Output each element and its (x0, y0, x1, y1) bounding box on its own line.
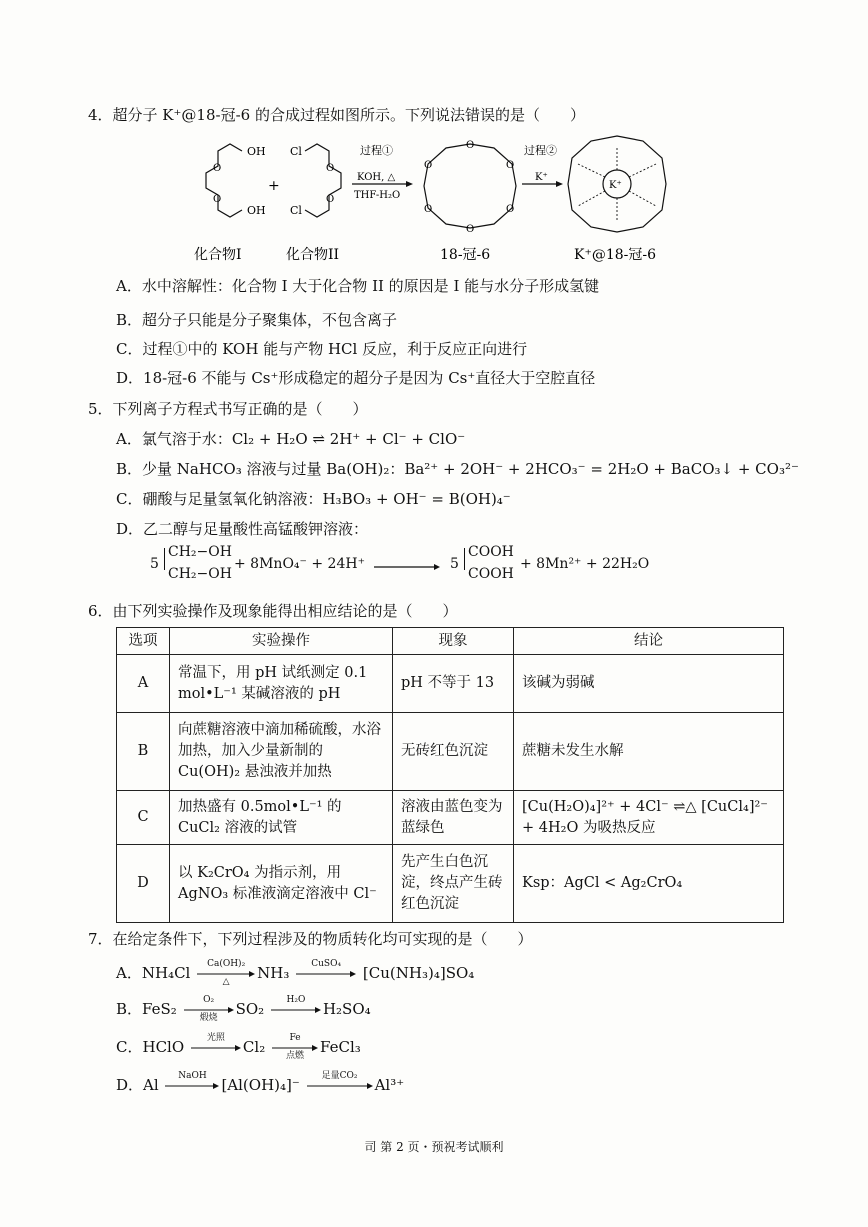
reactant-rest: + 8MnO₄⁻ + 24H⁺ (234, 556, 365, 572)
q4-reaction-diagram (0, 126, 868, 296)
row-conclusion: [Cu(H₂O)₄]²⁺ + 4Cl⁻ ⇌△ [CuCl₄]²⁻ + 4H₂O 为吸热反应 (514, 791, 784, 845)
species: NH₄Cl (141, 964, 191, 982)
o-label: O (466, 140, 475, 151)
header-operation: 实验操作 (170, 628, 393, 655)
table-row (117, 655, 784, 713)
row-operation: 以 K₂CrO₄ 为指示剂，用 AgNO₃ 标准液滴定溶液中 Cl⁻ (170, 845, 393, 923)
o-label: O (213, 194, 222, 205)
row-operation: 加热盛有 0.5mol•L⁻¹ 的 CuCl₂ 溶液的试管 (170, 791, 393, 845)
option-letter: B． (116, 1000, 143, 1018)
o-label: O (213, 163, 222, 174)
crown-ether-structure (424, 144, 516, 228)
reaction-arrow: 足量CO₂ (307, 1082, 373, 1090)
species: Al (143, 1076, 159, 1094)
plus-sign: + (268, 178, 280, 194)
product-bottom: COOH (468, 566, 514, 582)
reaction-arrow: Fe 点燃 (272, 1044, 318, 1052)
o-label: O (506, 204, 515, 215)
step1-cond-top: KOH, △ (357, 172, 396, 183)
step2-label: 过程② (524, 144, 557, 157)
species: Al³⁺ (374, 1076, 405, 1094)
row-operation: 常温下，用 pH 试纸测定 0.1 mol•L⁻¹ 某碱溶液的 pH (170, 655, 393, 713)
species: [Al(OH)₄]⁻ (221, 1076, 300, 1094)
row-option: B (117, 713, 170, 791)
row-conclusion: 该碱为弱碱 (514, 655, 784, 713)
row-option: A (117, 655, 170, 713)
q7-option-c[interactable] (116, 1033, 361, 1061)
o-label: O (326, 194, 335, 205)
o-label: O (424, 160, 433, 171)
compound-2-caption: 化合物II (286, 247, 340, 263)
o-label: O (424, 204, 433, 215)
species: Cl₂ (242, 1038, 266, 1056)
species: HClO (142, 1038, 185, 1056)
q6-stem: 6．由下列实验操作及现象能得出相应结论的是（ ） (88, 602, 458, 620)
step1-cond-bottom: THF-H₂O (354, 190, 401, 201)
reaction-arrow: 光照 (191, 1044, 241, 1052)
q4-option-d[interactable]: D．18-冠-6 不能与 Cs⁺形成稳定的超分子是因为 Cs⁺直径大于空腔直径 (116, 369, 596, 387)
species: NH₃ (257, 964, 290, 982)
reactant-bottom: CH₂−OH (168, 566, 232, 582)
compound-1-oh-top: OH (247, 145, 266, 158)
row-phenomenon: 先产生白色沉淀，终点产生砖红色沉淀 (393, 845, 514, 923)
q4-option-b[interactable]: B．超分子只能是分子聚集体，不包含离子 (116, 311, 398, 329)
table-header-row (117, 628, 784, 655)
reaction-arrow: CuSO₄ (296, 970, 356, 978)
crown-caption: 18-冠-6 (440, 247, 491, 263)
q7-option-d[interactable] (116, 1071, 405, 1096)
species: FeCl₃ (320, 1038, 361, 1056)
option-letter: A． (116, 964, 142, 982)
q7-option-b[interactable] (116, 995, 371, 1023)
header-conclusion: 结论 (514, 628, 784, 655)
step2-cond: K⁺ (535, 172, 548, 183)
q5-stem: 5．下列离子方程式书写正确的是（ ） (88, 400, 368, 418)
species: H₂SO₄ (322, 1000, 371, 1018)
reaction-arrow: NaOH (165, 1082, 219, 1090)
q7-option-a[interactable] (116, 959, 475, 987)
row-conclusion: Ksp：AgCl < Ag₂CrO₄ (514, 845, 784, 923)
table-row (117, 791, 784, 845)
species: FeS₂ (142, 1000, 177, 1018)
o-label: O (466, 224, 475, 235)
step1-label: 过程① (360, 144, 393, 157)
product-rest: + 8Mn²⁺ + 22H₂O (520, 556, 650, 572)
species: SO₂ (235, 1000, 265, 1018)
reactant-top: CH₂−OH (168, 544, 232, 560)
option-letter: C． (116, 1038, 143, 1056)
o-label: O (506, 160, 515, 171)
q5-option-d[interactable]: D．乙二醇与足量酸性高锰酸钾溶液： (116, 520, 369, 538)
q5-option-a[interactable]: A．氯气溶于水：Cl₂ + H₂O ⇌ 2H⁺ + Cl⁻ + ClO⁻ (116, 430, 466, 448)
coef-left: 5 (150, 556, 159, 572)
row-operation: 向蔗糖溶液中滴加稀硫酸，水浴加热，加入少量新制的 Cu(OH)₂ 悬浊液并加热 (170, 713, 393, 791)
q5-option-b[interactable]: B．少量 NaHCO₃ 溶液与过量 Ba(OH)₂：Ba²⁺ + 2OH⁻ + 2HCO₃⁻ = 2H₂O + BaCO₃↓ + CO₃²⁻ (116, 460, 799, 478)
q4-stem: 4．超分子 K⁺@18-冠-6 的合成过程如图所示。下列说法错误的是（ ） (88, 106, 585, 124)
q5-option-c[interactable]: C．硼酸与足量氢氧化钠溶液：H₃BO₃ + OH⁻ = B(OH)₄⁻ (116, 490, 511, 508)
compound-1-structure (206, 144, 242, 217)
compound-1-caption: 化合物I (194, 247, 242, 263)
compound-1-oh-bottom: OH (247, 204, 266, 217)
compound-2-cl-top: Cl (290, 145, 302, 158)
option-letter: D． (116, 1076, 144, 1094)
coef-right: 5 (450, 556, 459, 572)
row-phenomenon: 无砖红色沉淀 (393, 713, 514, 791)
header-option: 选项 (117, 628, 170, 655)
table-row (117, 845, 784, 923)
compound-2-cl-bottom: Cl (290, 204, 302, 217)
k-ion-center: K⁺ (609, 180, 622, 191)
complex-caption: K⁺@18-冠-6 (574, 247, 657, 263)
row-option: C (117, 791, 170, 845)
q6-experiment-table (116, 627, 784, 923)
reaction-arrow: H₂O (271, 1006, 321, 1014)
q5-glycol-equation (150, 544, 670, 590)
row-phenomenon: pH 不等于 13 (393, 655, 514, 713)
compound-2-structure (305, 144, 341, 217)
header-phenomenon: 现象 (393, 628, 514, 655)
page-footer: 司 第 2 页・预祝考试顺利 (364, 1140, 504, 1154)
table-row (117, 713, 784, 791)
o-label: O (326, 163, 335, 174)
row-conclusion: 蔗糖未发生水解 (514, 713, 784, 791)
species: [Cu(NH₃)₄]SO₄ (362, 964, 475, 982)
row-option: D (117, 845, 170, 923)
q4-option-a[interactable]: A．水中溶解性：化合物 I 大于化合物 II 的原因是 I 能与水分子形成氢键 (116, 277, 600, 295)
product-top: COOH (468, 544, 514, 560)
reaction-arrow: O₂ 煅烧 (184, 1006, 234, 1014)
row-phenomenon: 溶液由蓝色变为蓝绿色 (393, 791, 514, 845)
q7-stem: 7．在给定条件下，下列过程涉及的物质转化均可实现的是（ ） (88, 930, 533, 948)
q4-option-c[interactable]: C．过程①中的 KOH 能与产物 HCl 反应，利于反应正向进行 (116, 340, 528, 358)
reaction-arrow: Ca(OH)₂ △ (197, 970, 255, 978)
